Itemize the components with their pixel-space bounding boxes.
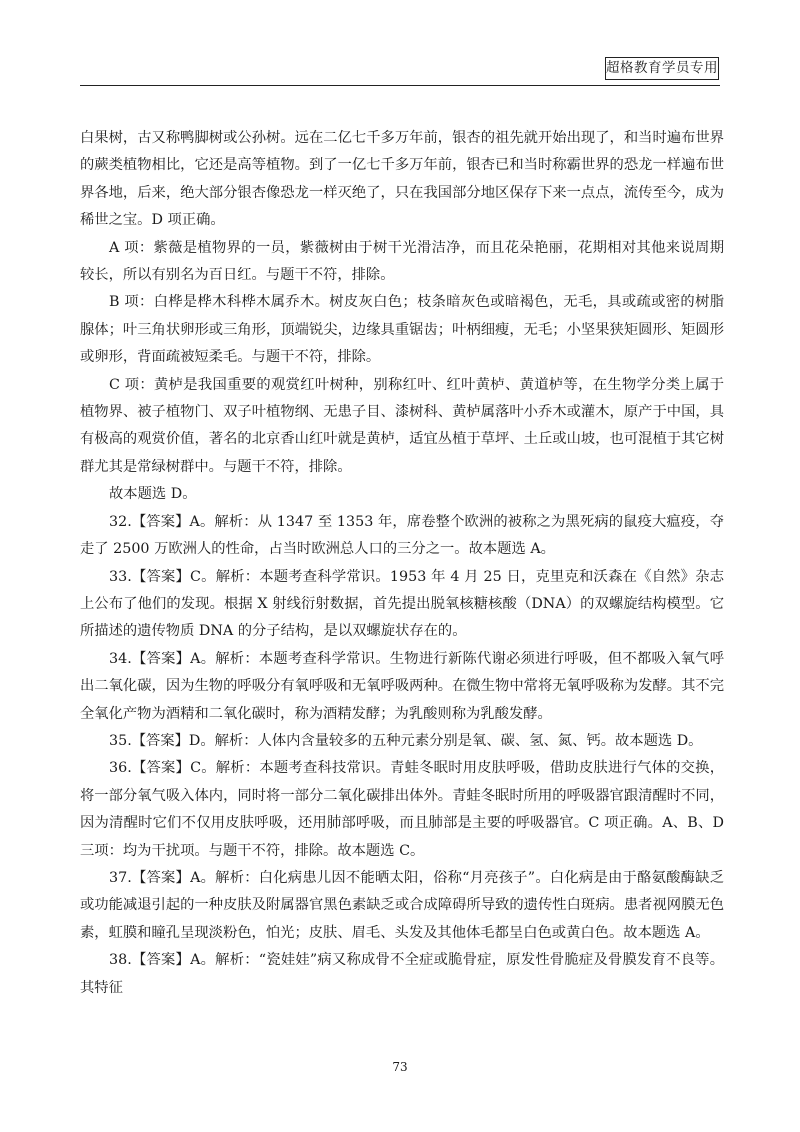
paragraph-option-c: C 项：黄栌是我国重要的观赏红叶树种，别称红叶、红叶黄栌、黄道栌等，在生物学分类上属于植物界、被子植物门、双子叶植物纲、无患子目、漆树科、黄栌属落叶小乔木或灌木，原产于中国，具有极高的观赏价值，著名的北京香山红叶就是黄栌，适宜丛植于草坪、土丘或山坡，也可混植于其它树群尤其是常绿树群中。与题干不符，排除。 — [80, 376, 724, 475]
paragraph-conclusion: 故本题选 D。 — [109, 486, 197, 503]
answer-33: 33.【答案】C。解析：本题考查科学常识。1953 年 4 月 25 日，克里克和沃森在《自然》杂志上公布了他们的发现。根据 X 射线衍射数据，首先提出脱氧核糖核酸（DNA）的双螺旋结构模型。它所描述的遗传物质 DNA 的分子结构，是以双螺旋状存在的。 — [80, 568, 724, 640]
paragraph-ginkgo-continued: 白果树，古又称鸭脚树或公孙树。远在二亿七千多万年前，银杏的祖先就开始出现了，和当时遍布世界的蕨类植物相比，它还是高等植物。到了一亿七千多万年前，银杏已和当时称霸世界的恐龙一样遍布世界各地，后来，绝大部分银杏像恐龙一样灭绝了，只在我国部分地区保存下来一点点，流传至今，成为稀世之宝。D 项正确。 — [80, 130, 724, 229]
answer-38: 38.【答案】A。解析：“瓷娃娃”病又称成骨不全症或脆骨症，原发性骨脆症及骨膜发育不良等。其特征 — [80, 952, 724, 996]
header-badge: 超格教育学员专用 — [605, 57, 719, 80]
answer-36: 36.【答案】C。解析：本题考查科技常识。青蛙冬眠时用皮肤呼吸，借助皮肤进行气体的交换，将一部分氧气吸入体内，同时将一部分二氧化碳排出体外。青蛙冬眠时所用的呼吸器官跟清醒时不同，因为清醒时它们不仅用皮肤呼吸，还用肺部呼吸，而且肺部是主要的呼吸器官。C 项正确。A、B、D 三项：均为干扰项。与题干不符，排除。故本题选 C。 — [80, 760, 724, 859]
answer-34: 34.【答案】A。解析：本题考查科学常识。生物进行新陈代谢必须进行呼吸，但不都吸入氧气呼出二氧化碳，因为生物的呼吸分有氧呼吸和无氧呼吸两种。在微生物中常将无氧呼吸称为发酵。其不完全氧化产物为酒精和二氧化碳时，称为酒精发酵；为乳酸则称为乳酸发酵。 — [80, 650, 724, 722]
answer-32: 32.【答案】A。解析：从 1347 至 1353 年，席卷整个欧洲的被称之为黑死病的鼠疫大瘟疫，夺走了 2500 万欧洲人的性命，占当时欧洲总人口的三分之一。故本题选 A。 — [80, 513, 724, 558]
paragraph-option-a: A 项：紫薇是植物界的一员，紫薇树由于树干光滑洁净，而且花朵艳丽，花期相对其他来说周期较长，所以有别名为百日红。与题干不符，排除。 — [80, 239, 724, 284]
paragraph-option-b: B 项：白桦是桦木科桦木属乔木。树皮灰白色；枝条暗灰色或暗褐色，无毛，具或疏或密的树脂腺体；叶三角状卵形或三角形，顶端锐尖，边缘具重锯齿；叶柄细瘦，无毛；小坚果狭矩圆形、矩圆形或卵形，背面疏被短柔毛。与题干不符，排除。 — [80, 294, 724, 366]
page-number: 73 — [392, 1060, 408, 1074]
page-content — [80, 125, 724, 1002]
answer-35: 35.【答案】D。解析：人体内含量较多的五种元素分别是氧、碳、氢、氮、钙。故本题选 D。 — [109, 732, 703, 749]
header-divider — [80, 85, 720, 86]
answer-37: 37.【答案】A。解析：白化病患儿因不能晒太阳，俗称“月亮孩子”。白化病是由于酪氨酸酶缺乏或功能减退引起的一种皮肤及附属器官黑色素缺乏或合成障碍所导致的遗传性白斑病。患者视网膜无色素，虹膜和瞳孔呈现淡粉色，怕光；皮肤、眉毛、头发及其他体毛都呈白色或黄白色。故本题选 A。 — [80, 869, 724, 941]
